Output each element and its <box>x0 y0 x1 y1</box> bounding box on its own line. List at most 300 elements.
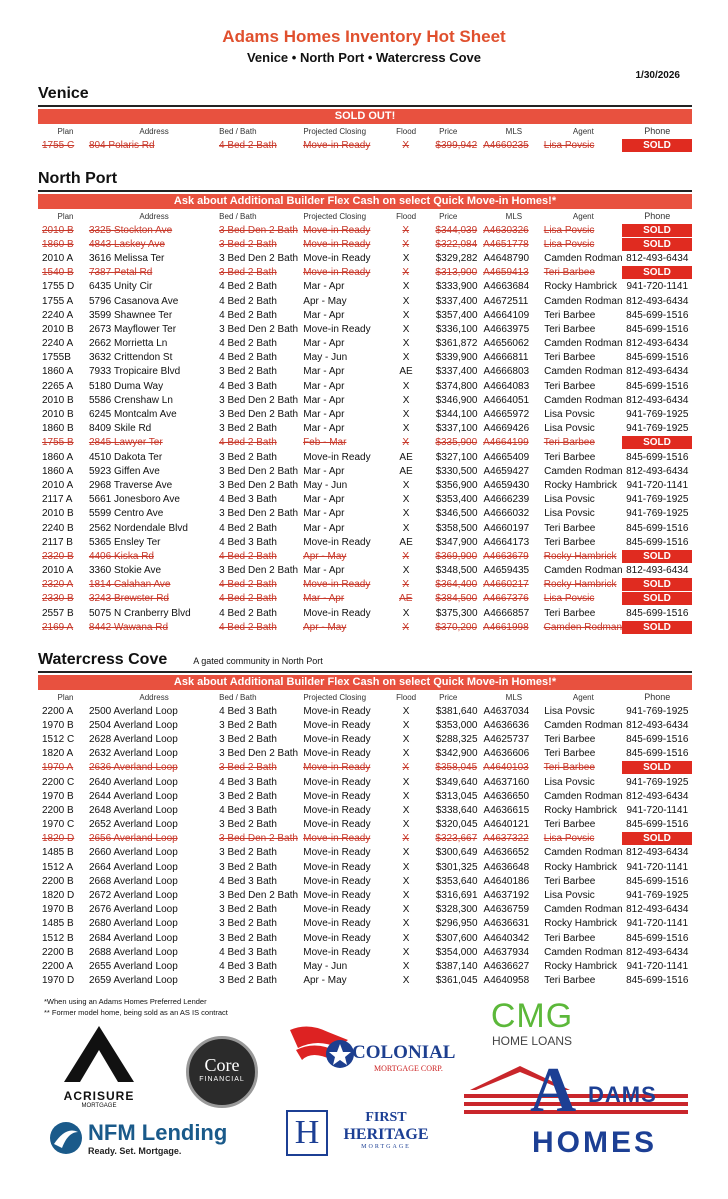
cell-phone <box>622 238 692 251</box>
cell-phone: 845-699-1516 <box>626 522 689 534</box>
col-header-bed-bath: Bed / Bath <box>219 126 257 136</box>
cell-projected-closing: Move-in Ready <box>303 579 371 591</box>
cell-agent: Lisa Povsic <box>544 494 595 506</box>
cell-mls: A4637034 <box>483 705 530 717</box>
cell-flood: X <box>402 579 410 591</box>
cell-mls: A4666032 <box>483 508 530 520</box>
cell-phone: 941-720-1141 <box>626 960 689 972</box>
cell-projected-closing: Move-in Ready <box>303 607 371 619</box>
cell-price: $301,325 <box>435 861 478 873</box>
cell-plan: 2320 A <box>42 579 74 591</box>
north-port-section <box>38 170 692 634</box>
cell-bed-bath: 3 Bed 2 Bath <box>218 238 277 250</box>
cell-address: 5923 Giffen Ave <box>88 465 160 477</box>
cell-flood: X <box>402 621 409 633</box>
cell-address: 6245 Montcalm Ave <box>88 409 177 421</box>
table-row <box>38 959 692 973</box>
venice-rows <box>38 138 692 152</box>
cell-mls: A4636606 <box>483 748 530 760</box>
cell-phone: 845-699-1516 <box>626 819 689 831</box>
cell-projected-closing: Move-in Ready <box>303 946 371 958</box>
cell-mls: A4664083 <box>483 380 530 392</box>
cell-plan: 1540 B <box>42 267 74 279</box>
cell-bed-bath: 4 Bed 2 Bath <box>219 295 277 307</box>
cell-mls: A4666811 <box>483 352 529 364</box>
cell-price: $361,872 <box>435 338 478 350</box>
cell-flood: X <box>402 267 410 279</box>
cell-agent: Camden Rodman <box>544 790 623 802</box>
cell-flood: X <box>402 323 410 335</box>
page-title: Adams Homes Inventory Hot Sheet <box>222 27 506 46</box>
cell-bed-bath: 4 Bed 3 Bath <box>219 946 277 958</box>
col-header-projected-closing: Projected Closing <box>303 211 367 221</box>
cell-address: 2504 Averland Loop <box>88 719 178 731</box>
cell-agent: Camden Rodman <box>544 394 623 406</box>
cell-agent: Teri Barbee <box>544 352 596 364</box>
cell-bed-bath: 3 Bed 2 Bath <box>218 267 277 279</box>
cell-plan: 1755 C <box>42 139 75 151</box>
table-row <box>38 888 692 902</box>
cell-bed-bath: 3 Bed Den 2 Bath <box>219 565 299 577</box>
cell-agent: Camden Rodman <box>544 252 623 264</box>
cell-plan: 2010 B <box>42 409 74 421</box>
cell-mls: A4640958 <box>483 975 530 987</box>
cell-price: $342,900 <box>435 748 478 760</box>
cell-agent: Teri Barbee <box>544 309 596 321</box>
cell-projected-closing: Move-in Ready <box>303 224 371 236</box>
cell-phone: 845-699-1516 <box>626 323 689 335</box>
cell-price: $353,000 <box>435 719 478 731</box>
cell-projected-closing: Mar - Apr <box>303 565 345 577</box>
table-row <box>38 308 692 322</box>
cell-phone: 845-699-1516 <box>626 875 689 887</box>
core-line2: FINANCIAL <box>199 1076 245 1083</box>
cell-price: $348,500 <box>435 565 478 577</box>
cell-agent: Camden Rodman <box>544 904 623 916</box>
cell-agent: Teri Barbee <box>544 748 596 760</box>
cell-flood: X <box>402 975 410 987</box>
cell-mls: A4660235 <box>483 139 529 151</box>
cell-flood: X <box>402 960 410 972</box>
cell-bed-bath: 4 Bed 3 Bath <box>219 380 277 392</box>
cell-plan: 1485 B <box>42 847 74 859</box>
cell-flood: X <box>402 733 410 745</box>
cell-address: 5661 Jonesboro Ave <box>88 494 180 506</box>
cell-agent: Camden Rodman <box>544 366 623 378</box>
cell-phone: 845-699-1516 <box>626 975 689 987</box>
cell-agent: Teri Barbee <box>544 932 596 944</box>
cell-plan: 1970 B <box>42 790 74 802</box>
table-row <box>38 251 692 265</box>
cell-price: $344,039 <box>435 224 478 236</box>
cell-plan: 1512 A <box>42 861 74 873</box>
table-row <box>38 464 692 478</box>
cell-mls: A4661998 <box>483 621 529 633</box>
cell-price: $354,000 <box>435 946 478 958</box>
core-line1: Core <box>204 1055 240 1075</box>
cell-bed-bath: 3 Bed 2 Bath <box>219 904 277 916</box>
cell-mls: A4663679 <box>483 550 529 562</box>
cell-bed-bath: 3 Bed 2 Bath <box>219 790 277 802</box>
cell-phone <box>622 621 692 634</box>
cell-projected-closing: Mar - Apr <box>303 338 345 350</box>
table-header <box>38 124 692 138</box>
cell-bed-bath: 3 Bed 2 Bath <box>219 847 277 859</box>
col-header-bed-bath: Bed / Bath <box>219 211 257 221</box>
cell-phone: 812-493-6434 <box>626 946 689 958</box>
sold-badge: SOLD <box>622 832 692 845</box>
cell-address: 2660 Averland Loop <box>88 847 178 859</box>
cell-address: 2562 Nordendale Blvd <box>88 522 188 534</box>
north-port-rows <box>38 223 692 634</box>
table-row <box>38 436 692 450</box>
table-row <box>38 535 692 549</box>
table-row <box>38 266 692 280</box>
cell-address: 3616 Melissa Ter <box>88 252 165 264</box>
cell-mls: A4669426 <box>483 423 530 435</box>
cell-phone: 941-720-1141 <box>626 479 689 491</box>
first-heritage-letter: H <box>286 1110 328 1156</box>
cell-address: 4843 Laskey Ave <box>88 238 165 250</box>
cell-projected-closing: Move-in Ready <box>303 890 371 902</box>
cell-address: 2968 Traverse Ave <box>88 479 173 491</box>
col-header-flood: Flood <box>396 211 417 221</box>
cell-flood: X <box>402 437 410 449</box>
table-row <box>38 917 692 931</box>
col-header-address: Address <box>139 211 169 221</box>
cell-agent: Lisa Povsic <box>544 705 595 717</box>
cell-phone: 941-769-1925 <box>626 508 689 520</box>
cell-flood: X <box>402 309 410 321</box>
cell-mls: A4666857 <box>483 607 530 619</box>
acrisure-sub: MORTGAGE <box>81 1103 117 1109</box>
cell-bed-bath: 4 Bed 2 Bath <box>219 281 277 293</box>
cell-mls: A4636650 <box>483 790 530 802</box>
cell-agent: Teri Barbee <box>544 323 596 335</box>
cell-mls: A4640121 <box>483 819 530 831</box>
cell-projected-closing: Move-in Ready <box>303 267 371 279</box>
cell-bed-bath: 3 Bed Den 2 Bath <box>219 394 299 406</box>
cell-phone: 941-769-1925 <box>626 776 689 788</box>
cell-price: $329,282 <box>435 252 478 264</box>
cell-mls: A4636759 <box>483 904 530 916</box>
cell-price: $361,045 <box>435 975 478 987</box>
watercress-rows <box>38 704 692 988</box>
cell-mls: A4660217 <box>483 579 529 591</box>
cell-agent: Camden Rodman <box>544 719 623 731</box>
cell-mls: A4665409 <box>483 451 530 463</box>
table-row <box>38 718 692 732</box>
cell-address: 2655 Averland Loop <box>88 960 178 972</box>
footnote-preferred-lender: *When using an Adams Homes Preferred Lender <box>44 997 207 1006</box>
cell-plan: 2265 A <box>42 380 74 392</box>
cell-projected-closing: Move-in Ready <box>303 918 371 930</box>
first-heritage-sub: MORTGAGE <box>361 1144 411 1150</box>
cell-flood: X <box>402 550 410 562</box>
cell-flood: X <box>402 409 410 421</box>
cell-price: $358,045 <box>435 762 478 774</box>
cell-projected-closing: Mar - Apr <box>303 281 345 293</box>
cell-phone: 941-769-1925 <box>626 409 689 421</box>
cell-agent: Teri Barbee <box>544 451 596 463</box>
cell-flood: X <box>402 719 410 731</box>
cell-price: $288,325 <box>435 733 478 745</box>
cell-agent: Rocky Hambrick <box>543 550 617 562</box>
cell-projected-closing: Move-in Ready <box>303 904 371 916</box>
cell-flood: X <box>402 508 410 520</box>
cell-flood: X <box>402 394 410 406</box>
cell-price: $335,900 <box>435 437 478 449</box>
cell-bed-bath: 3 Bed 2 Bath <box>219 423 277 435</box>
cell-phone: 845-699-1516 <box>626 536 689 548</box>
cell-plan: 1970 B <box>42 719 74 731</box>
cell-plan: 2169 A <box>42 621 74 633</box>
cell-agent: Rocky Hambrick <box>544 281 618 293</box>
watercress-title: Watercress Cove <box>38 651 168 668</box>
cell-flood: AE <box>399 536 413 548</box>
cell-plan: 2200 A <box>42 960 74 972</box>
cell-projected-closing: Mar - Apr <box>303 423 345 435</box>
cell-mls: A4636631 <box>483 918 530 930</box>
col-header-phone: Phone <box>644 692 671 702</box>
cell-agent: Teri Barbee <box>543 267 595 279</box>
cell-phone <box>622 224 692 237</box>
first-heritage-logo <box>286 1110 436 1160</box>
cell-bed-bath: 4 Bed 2 Bath <box>219 522 277 534</box>
col-header-projected-closing: Projected Closing <box>303 126 367 136</box>
cell-mls: A4659413 <box>483 267 529 279</box>
cmg-logo <box>482 998 582 1048</box>
nfm-tagline: Ready. Set. Mortgage. <box>88 1146 182 1156</box>
cell-agent: Teri Barbee <box>543 762 595 774</box>
cell-price: $300,649 <box>435 847 478 859</box>
cell-price: $347,900 <box>435 536 478 548</box>
cell-flood: X <box>402 776 410 788</box>
cell-projected-closing: Mar - Apr <box>303 409 345 421</box>
table-row <box>38 393 692 407</box>
table-row <box>38 775 692 789</box>
cell-price: $370,200 <box>435 621 478 633</box>
cell-address: 7387 Petal Rd <box>88 267 153 279</box>
cell-plan: 1970 D <box>42 975 75 987</box>
cell-price: $337,400 <box>435 295 478 307</box>
cell-bed-bath: 4 Bed 3 Bath <box>219 960 277 972</box>
cell-phone <box>622 592 692 605</box>
footnotes <box>44 996 228 1018</box>
cell-address: 2648 Averland Loop <box>88 804 178 816</box>
cell-price: $327,100 <box>435 451 478 463</box>
table-row <box>38 507 692 521</box>
table-row <box>38 478 692 492</box>
cell-phone <box>622 578 692 591</box>
cell-flood: AE <box>399 366 413 378</box>
cell-projected-closing: Move-in Ready <box>303 451 371 463</box>
cell-projected-closing: Move-in Ready <box>303 252 371 264</box>
cell-flood: X <box>402 139 410 151</box>
col-header-agent: Agent <box>572 692 594 702</box>
table-row <box>38 945 692 959</box>
cell-bed-bath: 3 Bed Den 2 Bath <box>218 224 298 236</box>
cell-flood: X <box>402 224 410 236</box>
venice-title: Venice <box>38 85 89 102</box>
cell-price: $339,900 <box>435 352 478 364</box>
cell-phone: 812-493-6434 <box>626 904 689 916</box>
cell-bed-bath: 4 Bed 2 Bath <box>218 437 277 449</box>
cell-plan: 2117 B <box>42 536 73 548</box>
cell-bed-bath: 4 Bed 2 Bath <box>218 139 277 151</box>
cell-flood: X <box>402 875 410 887</box>
cell-address: 2632 Averland Loop <box>88 748 178 760</box>
cell-agent: Lisa Povsic <box>544 776 595 788</box>
cell-plan: 2010 A <box>42 252 74 264</box>
cell-plan: 2200 B <box>42 946 74 958</box>
cell-phone: 812-493-6434 <box>626 338 689 350</box>
cell-bed-bath: 4 Bed 2 Bath <box>218 579 277 591</box>
cell-bed-bath: 3 Bed 2 Bath <box>219 861 277 873</box>
cell-bed-bath: 4 Bed 2 Bath <box>219 352 277 364</box>
cell-mls: A4659427 <box>483 465 530 477</box>
cell-mls: A4637192 <box>483 890 530 902</box>
col-header-mls: MLS <box>505 692 523 702</box>
cell-agent: Rocky Hambrick <box>544 861 618 873</box>
cell-address: 3360 Stokie Ave <box>88 565 162 577</box>
cell-bed-bath: 3 Bed Den 2 Bath <box>219 890 299 902</box>
cell-agent: Rocky Hambrick <box>544 960 618 972</box>
cell-agent: Camden Rodman <box>544 465 623 477</box>
cell-projected-closing: Mar - Apr <box>303 309 345 321</box>
cell-price: $364,400 <box>435 579 478 591</box>
cell-flood: X <box>402 790 410 802</box>
cell-projected-closing: Mar - Apr <box>303 380 345 392</box>
cell-flood: AE <box>399 465 413 477</box>
cell-price: $337,400 <box>435 366 478 378</box>
table-row <box>38 592 692 606</box>
sheet-date: 1/30/2026 <box>635 70 680 81</box>
col-header-plan: Plan <box>57 211 74 221</box>
cell-phone: 812-493-6434 <box>626 790 689 802</box>
cell-address: 8409 Skile Rd <box>88 423 152 435</box>
cell-price: $374,800 <box>435 380 478 392</box>
cell-mls: A4625737 <box>483 733 530 745</box>
cell-projected-closing: Move-in Ready <box>303 733 371 745</box>
cell-mls: A4637322 <box>483 833 529 845</box>
cell-agent: Lisa Povsic <box>544 508 595 520</box>
cell-mls: A4664051 <box>483 394 530 406</box>
cell-plan: 1860 A <box>42 366 74 378</box>
cell-plan: 2200 C <box>42 776 75 788</box>
cell-bed-bath: 3 Bed Den 2 Bath <box>219 465 299 477</box>
cell-bed-bath: 3 Bed Den 2 Bath <box>219 252 299 264</box>
cell-price: $357,400 <box>435 309 478 321</box>
cell-agent: Lisa Povsic <box>543 833 595 845</box>
adams-homes-logo <box>460 1054 692 1160</box>
cell-price: $307,600 <box>435 932 478 944</box>
cell-phone: 941-769-1925 <box>626 705 689 717</box>
cell-price: $296,950 <box>435 918 478 930</box>
cell-price: $346,900 <box>435 394 478 406</box>
cell-projected-closing: Move-in Ready <box>303 819 371 831</box>
cell-price: $336,100 <box>435 323 478 335</box>
watercress-section <box>38 651 692 988</box>
cell-plan: 2010 A <box>42 565 74 577</box>
cell-address: 2644 Averland Loop <box>88 790 178 802</box>
table-row <box>38 860 692 874</box>
cell-agent: Teri Barbee <box>544 607 596 619</box>
first-heritage-line1: FIRST <box>365 1110 407 1125</box>
cell-flood: X <box>402 565 410 577</box>
table-row <box>38 874 692 888</box>
cell-projected-closing: May - Jun <box>303 479 348 491</box>
cell-phone: 812-493-6434 <box>626 295 689 307</box>
cell-flood: X <box>402 423 410 435</box>
cell-address: 1814 Calahan Ave <box>88 579 171 591</box>
cell-bed-bath: 3 Bed 2 Bath <box>219 918 277 930</box>
cell-projected-closing: Move-in Ready <box>303 719 371 731</box>
cell-plan: 1485 B <box>42 918 74 930</box>
cell-bed-bath: 4 Bed 2 Bath <box>218 621 277 633</box>
colonial-mortgage-logo <box>288 1022 468 1082</box>
cell-agent: Camden Rodman <box>544 295 623 307</box>
cell-address: 2636 Averland Loop <box>88 762 178 774</box>
cell-flood: X <box>402 762 410 774</box>
cell-bed-bath: 3 Bed Den 2 Bath <box>219 323 299 335</box>
first-heritage-line2: HERITAGE <box>343 1126 429 1143</box>
cell-phone: 845-699-1516 <box>626 451 689 463</box>
table-row <box>38 322 692 336</box>
cell-phone <box>622 832 692 845</box>
cell-plan: 2240 A <box>42 309 74 321</box>
table-row <box>38 138 692 152</box>
cell-mls: A4659435 <box>483 565 530 577</box>
cell-phone: 812-493-6434 <box>626 252 689 264</box>
acrisure-mark-icon <box>44 1024 154 1084</box>
cell-agent: Teri Barbee <box>543 437 595 449</box>
cell-bed-bath: 3 Bed Den 2 Bath <box>219 508 299 520</box>
cell-plan: 2330 B <box>42 593 74 605</box>
cell-bed-bath: 4 Bed 2 Bath <box>219 309 277 321</box>
cell-bed-bath: 4 Bed 3 Bath <box>219 705 277 717</box>
table-row <box>38 832 692 846</box>
table-row <box>38 931 692 945</box>
cell-phone: 812-493-6434 <box>626 366 689 378</box>
acrisure-name: ACRISURE <box>63 1089 135 1103</box>
flag-icon <box>288 1022 358 1072</box>
cell-phone <box>622 139 692 152</box>
cell-mls: A4640342 <box>483 932 530 944</box>
section-title <box>38 651 692 673</box>
cell-projected-closing: Mar - Apr <box>303 394 345 406</box>
cell-price: $353,400 <box>435 494 478 506</box>
cell-address: 2656 Averland Loop <box>88 833 178 845</box>
cell-price: $316,691 <box>435 890 478 902</box>
cell-projected-closing: Move-in Ready <box>303 932 371 944</box>
footnote-model-home: ** Former model home, being sold as an AS IS contract <box>44 1008 228 1017</box>
cell-bed-bath: 4 Bed 3 Bath <box>219 804 277 816</box>
cell-plan: 1860 B <box>42 238 74 250</box>
cell-plan: 1820 D <box>42 833 75 845</box>
cell-plan: 2557 B <box>42 607 74 619</box>
sold-badge: SOLD <box>622 224 692 237</box>
cell-plan: 1820 D <box>42 890 75 902</box>
colonial-name: COLONIAL <box>352 1042 456 1063</box>
cell-bed-bath: 3 Bed Den 2 Bath <box>219 409 299 421</box>
table-row <box>38 450 692 464</box>
col-header-price: Price <box>439 126 458 136</box>
cell-bed-bath: 3 Bed 2 Bath <box>218 762 277 774</box>
cell-agent: Lisa Povsic <box>543 238 595 250</box>
flex-cash-banner: Ask about Additional Builder Flex Cash on select Quick Move-in Homes!* <box>38 194 692 209</box>
col-header-price: Price <box>439 211 458 221</box>
